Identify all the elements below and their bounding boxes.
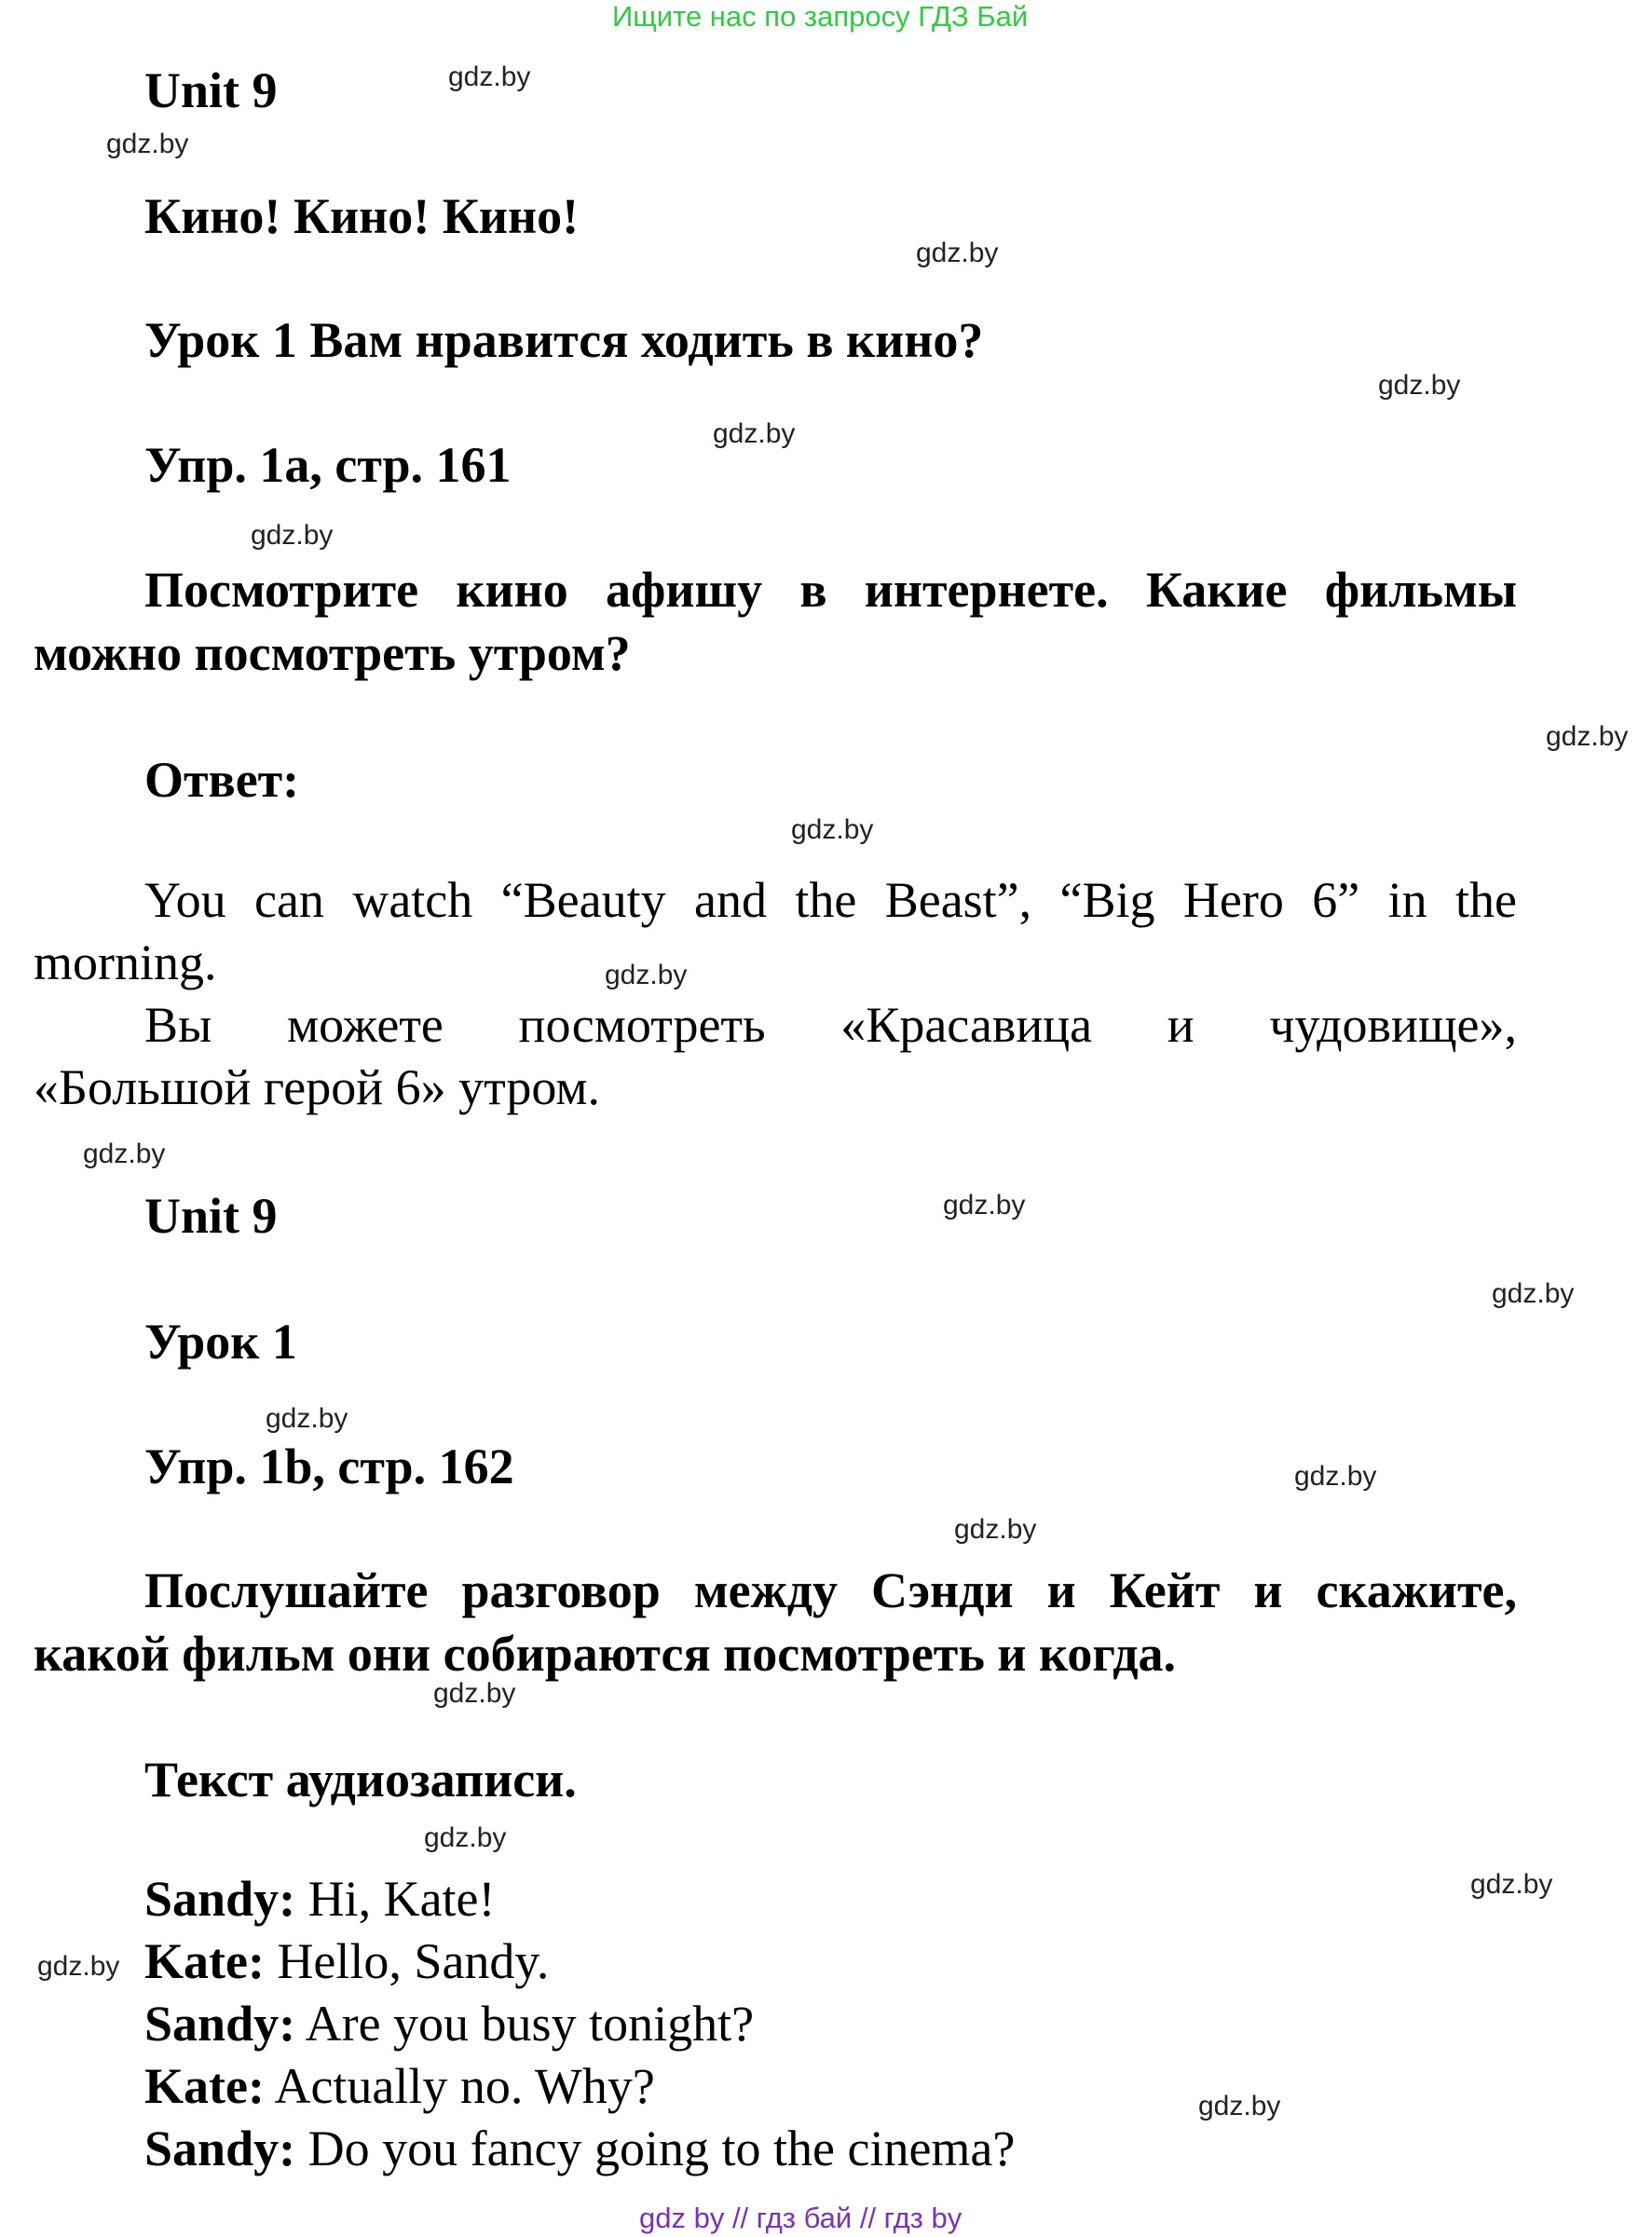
watermark: gdz.by <box>106 129 189 159</box>
watermark: gdz.by <box>448 61 531 92</box>
task-line: какой фильм они собираются посмотреть и когда. <box>34 1626 1177 1682</box>
topic-title: Кино! Кино! Кино! <box>144 188 580 244</box>
speaker-name: Sandy: <box>144 1871 296 1927</box>
dialogue-line <box>144 1868 496 1930</box>
watermark: gdz.by <box>605 960 688 990</box>
watermark: gdz.by <box>713 418 796 449</box>
exercise-title: Упр. 1b, стр. 162 <box>144 1439 514 1494</box>
unit-title: Unit 9 <box>144 62 278 118</box>
task-line: Посмотрите кино афишу в интернете. Какие фильмы <box>144 562 1517 618</box>
watermark: gdz.by <box>791 814 874 845</box>
top-banner: Ищите нас по запросу ГДЗ Бай <box>612 0 1029 33</box>
speaker-name: Kate: <box>144 2058 265 2114</box>
watermark: gdz.by <box>1492 1278 1575 1309</box>
speech-text: Hi, Kate! <box>295 1871 496 1927</box>
lesson-title: Урок 1 <box>144 1314 297 1370</box>
speech-text: Do you fancy going to the cinema? <box>295 2121 1016 2176</box>
watermark: gdz.by <box>266 1403 348 1434</box>
task-line: можно посмотреть утром? <box>34 625 631 681</box>
answer-russian-line: «Большой герой 6» утром. <box>34 1059 601 1115</box>
watermark: gdz.by <box>1378 370 1461 401</box>
transcript-label: Текст аудиозаписи. <box>144 1752 577 1807</box>
dialogue-line <box>144 1930 549 1993</box>
speech-text: Hello, Sandy. <box>264 1933 550 1989</box>
dialogue-line <box>144 2055 655 2118</box>
lesson-title: Урок 1 Вам нравится ходить в кино? <box>144 312 984 368</box>
watermark: gdz.by <box>1546 721 1629 752</box>
answer-label: Ответ: <box>144 752 300 808</box>
watermark: gdz.by <box>251 520 334 551</box>
dialogue-line <box>144 1993 754 2055</box>
answer-english-line: You can watch “Beauty and the Beast”, “Big Hero 6” in the <box>144 872 1517 928</box>
watermark: gdz.by <box>424 1822 507 1853</box>
watermark: gdz.by <box>1198 2091 1281 2121</box>
task-line: Послушайте разговор между Сэнди и Кейт и скажите, <box>144 1562 1517 1618</box>
unit-title: Unit 9 <box>144 1188 278 1244</box>
watermark: gdz.by <box>1470 1869 1553 1900</box>
watermark: gdz.by <box>83 1139 166 1169</box>
watermark: gdz.by <box>37 1951 120 1982</box>
answer-english-line: morning. <box>34 934 217 990</box>
dialogue-line <box>144 2118 1015 2180</box>
bottom-banner: gdz by // гдз бай // гдз by <box>639 2202 963 2234</box>
speaker-name: Sandy: <box>144 1996 296 2052</box>
speaker-name: Kate: <box>144 1933 265 1989</box>
watermark: gdz.by <box>943 1190 1026 1221</box>
speaker-name: Sandy: <box>144 2121 296 2176</box>
exercise-title: Упр. 1a, стр. 161 <box>144 437 512 493</box>
watermark: gdz.by <box>1294 1461 1377 1492</box>
watermark: gdz.by <box>433 1678 516 1709</box>
answer-russian-line: Вы можете посмотреть «Красавица и чудовище», <box>144 997 1517 1053</box>
speech-text: Actually no. Why? <box>264 2058 655 2114</box>
speech-text: Are you busy tonight? <box>295 1996 755 2052</box>
watermark: gdz.by <box>954 1514 1037 1545</box>
watermark: gdz.by <box>916 238 999 268</box>
